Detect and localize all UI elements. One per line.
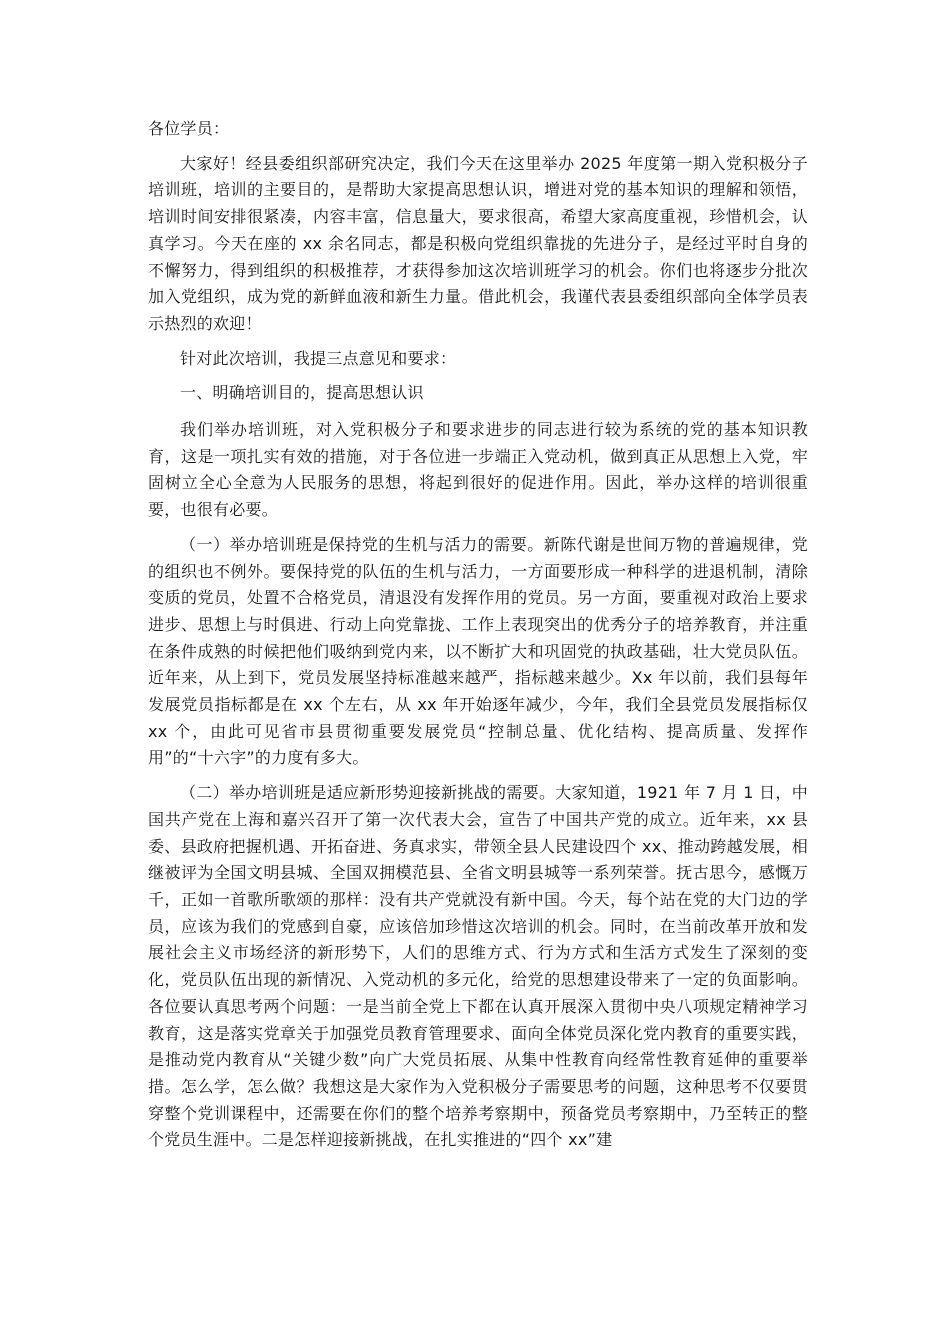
- paragraph-section-1-body: 我们举办培训班，对入党积极分子和要求进步的同志进行较为系统的党的基本知识教育，这是一项扎实有效的措施，对于各位进一步端正入党动机，做到真正从思想上入党，牢固树立全心全意为人民服务的思想，将起到很好的促进作用。因此，举办这样的培训很重要，也很有必要。: [148, 420, 808, 520]
- salutation: 各位学员：: [148, 119, 230, 138]
- paragraph-welcome: 大家好！经县委组织部研究决定，我们今天在这里举办 2025 年度第一期入党积极分子培训班，培训的主要目的，是帮助大家提高思想认识，增进对党的基本知识的理解和领悟，培训时间安排很紧凑，内容丰富，信息量大，要求很高，希望大家高度重视，珍惜机会，认真学习。今天在座的 xx 余名同志，都是积极向党组织靠拢的先进分子，是经过平时自身的不懈努力，得到组织的积极推荐，才获得参加这次培训班学习的机会。你们也将逐步分批次加入党组织，成为党的新鲜血液和新生力量。借此机会，我谨代表县委组织部向全体学员表示热烈的欢迎！: [148, 153, 808, 333]
- paragraph-requirements-intro: 针对此次培训，我提三点意见和要求：: [180, 348, 457, 368]
- paragraph-subsection-1: （一）举办培训班是保持党的生机与活力的需要。新陈代谢是世间万物的普遍规律，党的组织也不例外。要保持党的队伍的生机与活力，一方面要形成一种科学的进退机制，清除变质的党员，处置不合格党员，清退没有发挥作用的党员。另一方面，要重视对政治上要求进步、思想上与时俱进、行动上向党靠拢、工作上表现突出的优秀分子的培养教育，并注重在条件成熟的时候把他们吸纳到党内来，以不断扩大和巩固党的执政基础，壮大党员队伍。近年来，从上到下，党员发展坚持标准越来越严，指标越来越少。Xx 年以前，我们县每年发展党员指标都是在 xx 个左右，从 xx 年开始逐年减少，今年，我们全县党员发展指标仅 xx 个，由此可见省市县贯彻重要发展党员“控制总量、优化结构、提高质量、发挥作用”的“十六字”的力度有多大。: [148, 534, 808, 768]
- document-page: [148, 116, 808, 1162]
- paragraph-subsection-2: （二）举办培训班是适应新形势迎接新挑战的需要。大家知道，1921 年 7 月 1 日，中国共产党在上海和嘉兴召开了第一次代表大会，宣告了中国共产党的成立。近年来，xx 县委、县政府把握机遇、开拓奋进、务真求实，带领全县人民建设四个 xx、推动跨越发展，相继被评为全国文明县城、全国双拥模范县、全省文明县城等一系列荣誉。抚古思今，感慨万千，正如一首歌所歌颂的那样：没有共产党就没有新中国。今天，每个站在党的大门边的学员，应该为我们的党感到自豪，应该倍加珍惜这次培训的机会。同时，在当前改革开放和发展社会主义市场经济的新形势下，人们的思维方式、行为方式和生活方式发生了深刻的变化，党员队伍出现的新情况、入党动机的多元化，给党的思想建设带来了一定的负面影响。各位要认真思考两个问题：一是当前全党上下都在认真开展深入贯彻中央八项规定精神学习教育，这是落实党章关于加强党员教育管理要求、面向全体党员深化党内教育的重要实践，是推动党内教育从“关键少数”向广大党员拓展、从集中性教育向经常性教育延伸的重要举措。怎么学，怎么做？我想这是大家作为入党积极分子需要思考的问题，这种思考不仅要贯穿整个党训课程中，还需要在你们的整个培养考察期中，预备党员考察期中，乃至转正的整个党员生涯中。二是怎样迎接新挑战，在扎实推进的“四个 xx”建: [148, 783, 808, 1150]
- section-heading-1: 一、明确培训目的，提高思想认识: [180, 383, 424, 403]
